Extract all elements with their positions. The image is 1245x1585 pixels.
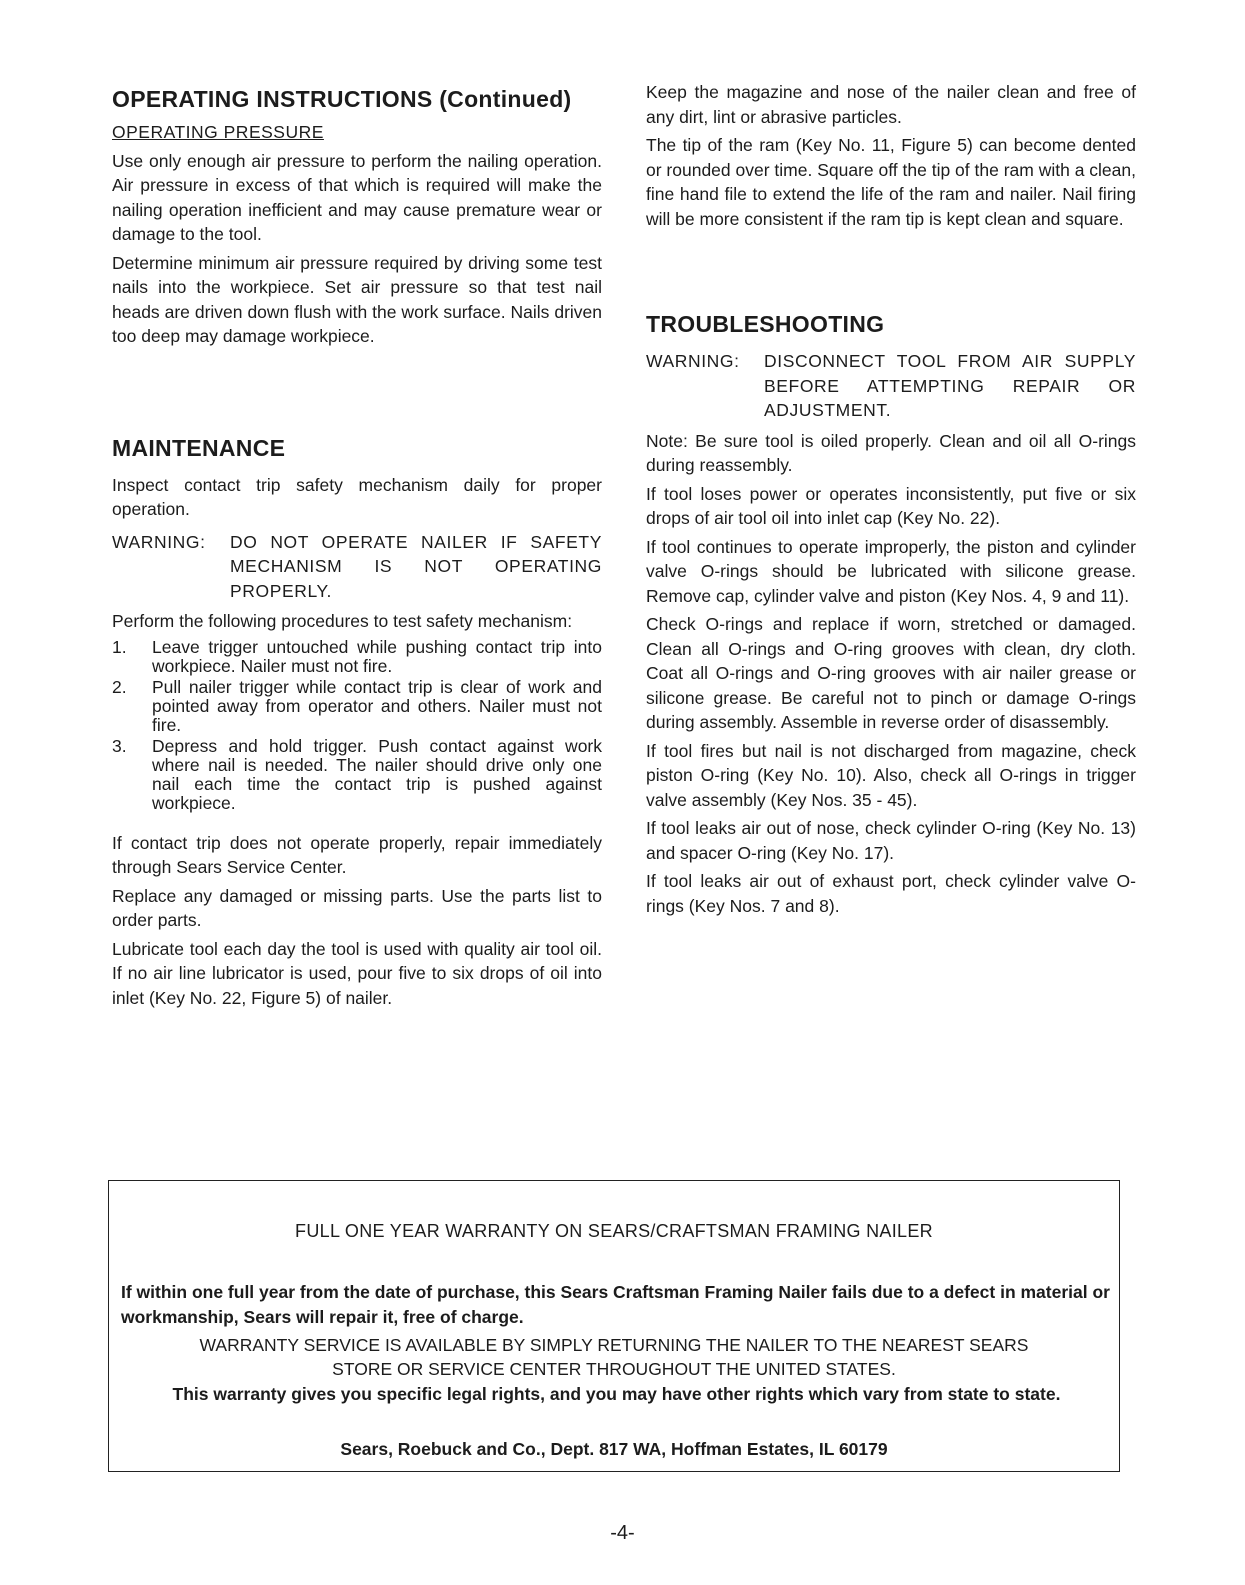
right-column <box>646 80 1136 922</box>
warning-label: WARNING: <box>112 531 206 552</box>
maintenance-paragraph-2: If contact trip does not operate properly, repair immediately through Sears Service Center. <box>112 832 602 877</box>
step-text: Pull nailer trigger while contact trip is clear of work and pointed away from operator and others. Nailer must not fire. <box>152 676 602 735</box>
warranty-rights: This warranty gives you specific legal rights, and you may have other rights which vary from state to state. <box>172 1384 1061 1404</box>
step-text: Depress and hold trigger. Push contact against work where nail is needed. The nailer should drive only one nail each time the contact trip is pushed against workpiece. <box>152 735 602 813</box>
maintenance-paragraph-4: Lubricate tool each day the tool is used with quality air tool oil. If no air line lubricator is used, pour five to six drops of oil into inlet (Key No. 22, Figure 5) of nailer. <box>112 938 602 1008</box>
warranty-body: If within one full year from the date of purchase, this Sears Craftsman Framing Nailer fails due to a defect in material or workmanship, Sears will repair it, free of charge. <box>121 1282 1110 1327</box>
list-item <box>112 737 602 813</box>
warning-label: WARNING: <box>646 351 740 371</box>
troubleshooting-paragraph: If tool loses power or operates inconsistently, put five or six drops of air tool oil into inlet cap (Key No. 22). <box>646 483 1136 528</box>
warranty-service <box>109 1333 1119 1381</box>
troubleshooting-heading: TROUBLESHOOTING <box>646 311 885 337</box>
maintenance-warning <box>112 530 602 604</box>
troubleshooting-paragraph: If tool leaks air out of nose, check cylinder O-ring (Key No. 13) and spacer O-ring (Key No. 17). <box>646 818 1136 863</box>
warranty-title: FULL ONE YEAR WARRANTY ON SEARS/CRAFTSMAN FRAMING NAILER <box>295 1221 933 1241</box>
troubleshooting-paragraph: If tool continues to operate improperly, the piston and cylinder valve O-rings should be lubricated with silicone grease. Remove cap, cylinder valve and piston (Key Nos. 4, 9 and 11). <box>646 536 1136 606</box>
list-item <box>112 638 602 676</box>
step-number: 1. <box>112 636 127 657</box>
step-number: 2. <box>112 676 127 697</box>
warranty-service-line-2: STORE OR SERVICE CENTER THROUGHOUT THE UNITED STATES. <box>332 1359 896 1379</box>
warning-text: DO NOT OPERATE NAILER IF SAFETY MECHANISM IS NOT OPERATING PROPERLY. <box>230 531 602 601</box>
troubleshooting-warning <box>646 349 1136 423</box>
left-column <box>112 84 602 1014</box>
operating-pressure-subheading: OPERATING PRESSURE <box>112 122 324 142</box>
troubleshooting-paragraph: Note: Be sure tool is oiled properly. Clean and oil all O-rings during reassembly. <box>646 430 1136 475</box>
page-number: -4- <box>610 1522 635 1544</box>
step-number: 3. <box>112 735 127 756</box>
pressure-paragraph-1: Use only enough air pressure to perform the nailing operation. Air pressure in excess of that which is required will make the nailing operation inefficient and may cause premature wear or damage to the tool. <box>112 150 602 244</box>
maintenance-paragraph-1: Inspect contact trip safety mechanism daily for proper operation. <box>112 474 602 519</box>
maintenance-paragraph-3: Replace any damaged or missing parts. Use the parts list to order parts. <box>112 885 602 930</box>
ram-tip-paragraph: The tip of the ram (Key No. 11, Figure 5) can become dented or rounded over time. Square off the tip of the ram with a clean, fine hand file to extend the life of the ram and nailer. Nail firing will be more consistent if the ram tip is kept clean and square. <box>646 135 1136 229</box>
warning-text: DISCONNECT TOOL FROM AIR SUPPLY BEFORE ATTEMPTING REPAIR OR ADJUSTMENT. <box>764 351 1136 420</box>
procedure-intro: Perform the following procedures to test safety mechanism: <box>112 611 573 631</box>
troubleshooting-paragraph: Check O-rings and replace if worn, stretched or damaged. Clean all O-rings and O-ring grooves with clean, dry cloth. Coat all O-rings and O-ring grooves with air nailer grease or silicone grease. Be careful not to pinch or damage O-rings during assembly. Assemble in reverse order of disassembly. <box>646 614 1136 732</box>
step-text: Leave trigger untouched while pushing contact trip into workpiece. Nailer must not fire. <box>152 636 602 676</box>
list-item <box>112 678 602 735</box>
operating-instructions-heading: OPERATING INSTRUCTIONS (Continued) <box>112 86 572 112</box>
troubleshooting-paragraph: If tool fires but nail is not discharged from magazine, check piston O-ring (Key No. 10). Also, check all O-rings in trigger valve assembly (Key Nos. 35 - 45). <box>646 740 1136 810</box>
warranty-service-line-1: WARRANTY SERVICE IS AVAILABLE BY SIMPLY RETURNING THE NAILER TO THE NEAREST SEARS <box>199 1335 1029 1355</box>
troubleshooting-paragraph: If tool leaks air out of exhaust port, check cylinder valve O-rings (Key Nos. 7 and 8). <box>646 871 1136 916</box>
safety-test-steps <box>112 638 602 813</box>
pressure-paragraph-2: Determine minimum air pressure required by driving some test nails into the workpiece. Set air pressure so that test nail heads are driven down flush with the work surface. Nails driven too deep may damage workpiece. <box>112 252 602 346</box>
warranty-box <box>108 1180 1120 1472</box>
nailer-cleaning-paragraph: Keep the magazine and nose of the nailer clean and free of any dirt, lint or abrasive particles. <box>646 82 1136 127</box>
warranty-address: Sears, Roebuck and Co., Dept. 817 WA, Hoffman Estates, IL 60179 <box>340 1439 888 1459</box>
maintenance-heading: MAINTENANCE <box>112 434 286 461</box>
